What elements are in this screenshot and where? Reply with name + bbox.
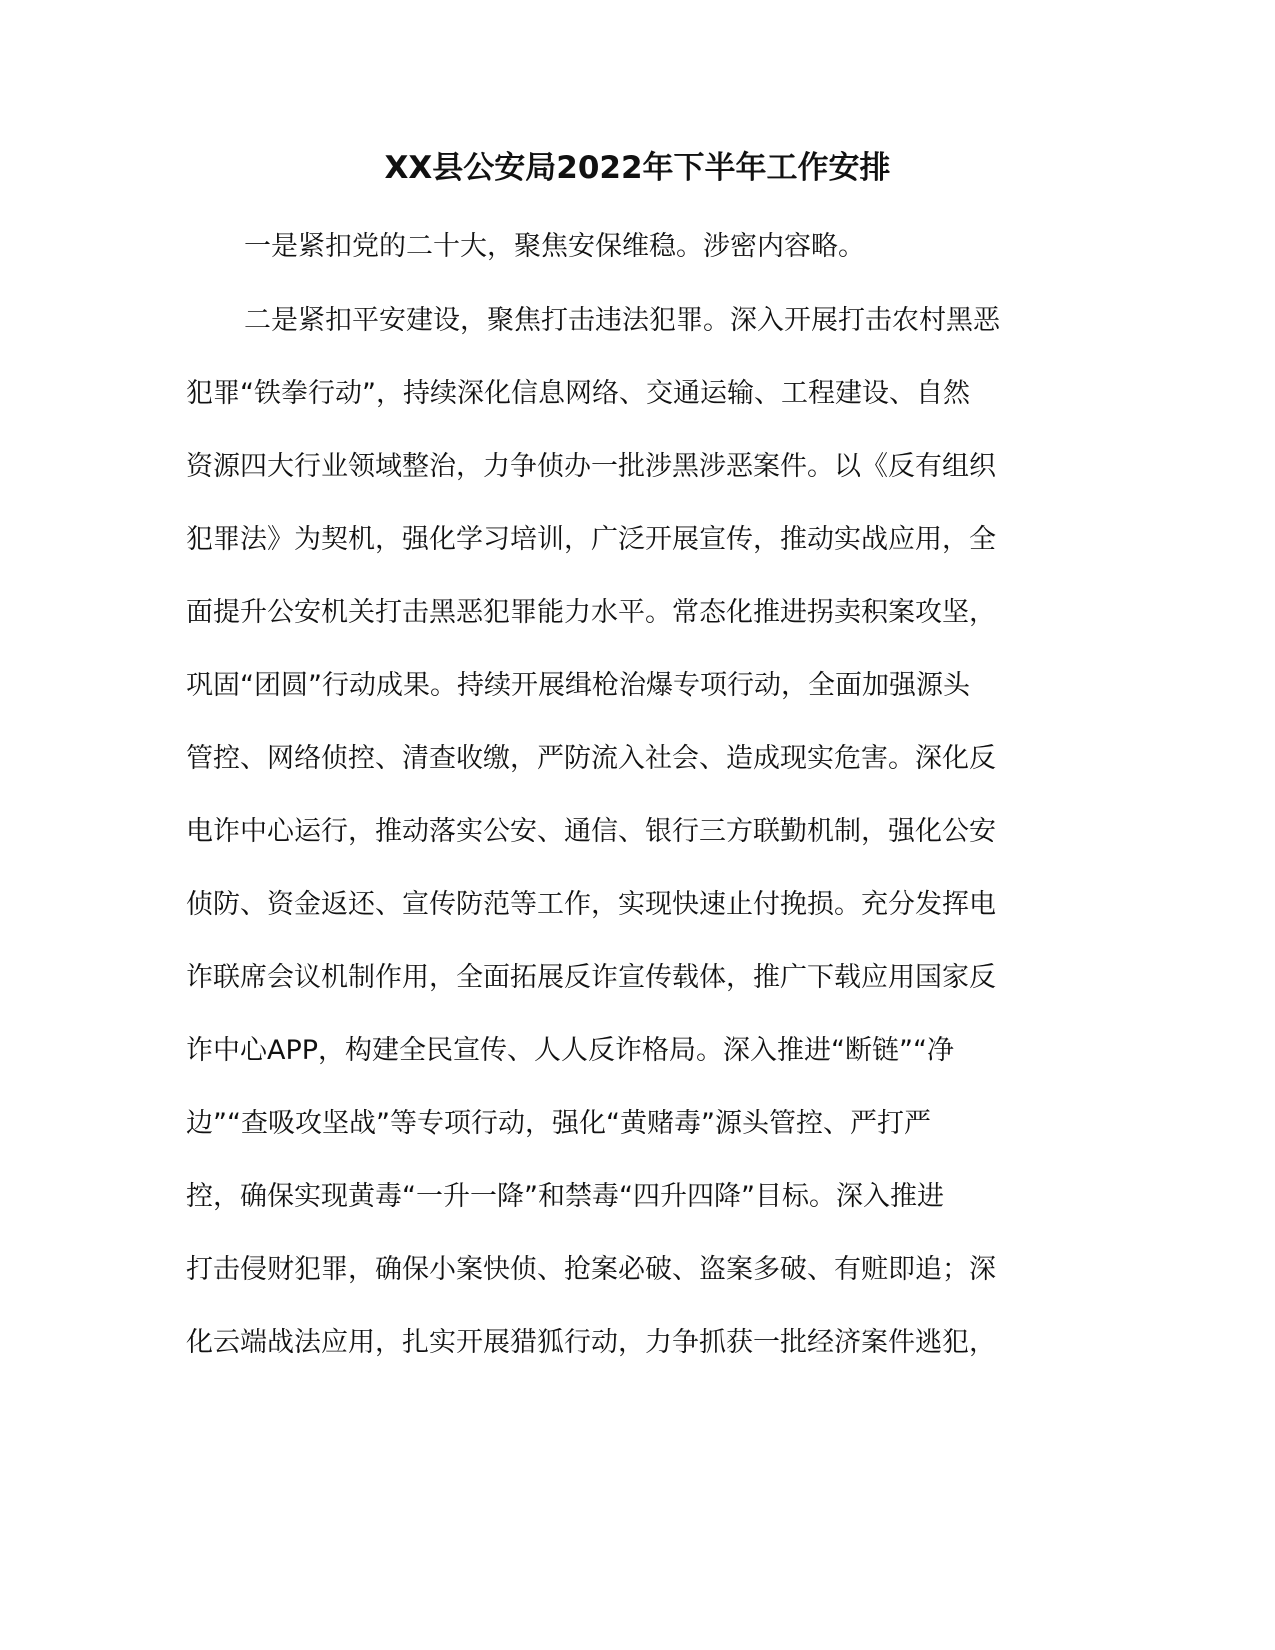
paragraph-1-line-1: 一是紧扣党的二十大，聚焦安保维稳。涉密内容略。: [244, 231, 865, 262]
paragraph-2-line-2: 犯罪“铁拳行动”，持续深化信息网络、交通运输、工程建设、自然: [186, 378, 970, 409]
paragraph-2-line-6: 巩固“团圆”行动成果。持续开展缉枪治爆专项行动，全面加强源头: [186, 670, 970, 701]
paragraph-2-line-1: 二是紧扣平安建设，聚焦打击违法犯罪。深入开展打击农村黑恶: [244, 305, 1000, 336]
paragraph-2-line-5: 面提升公安机关打击黑恶犯罪能力水平。常态化推进拐卖积案攻坚，: [186, 597, 996, 628]
paragraph-2-line-11: 诈中心APP，构建全民宣传、人人反诈格局。深入推进“断链”“净: [186, 1035, 954, 1066]
paragraph-2-line-3: 资源四大行业领域整治，力争侦办一批涉黑涉恶案件。以《反有组织: [186, 451, 996, 482]
paragraph-2-line-14: 打击侵财犯罪，确保小案快侦、抢案必破、盗案多破、有赃即追；深: [186, 1254, 996, 1285]
paragraph-2-line-7: 管控、网络侦控、清查收缴，严防流入社会、造成现实危害。深化反: [186, 743, 996, 774]
paragraph-2-line-13: 控，确保实现黄毒“一升一降”和禁毒“四升四降”目标。深入推进: [186, 1181, 944, 1212]
document-title: XX县公安局2022年下半年工作安排: [384, 150, 891, 186]
paragraph-2-line-15: 化云端战法应用，扎实开展猎狐行动，力争抓获一批经济案件逃犯，: [186, 1327, 996, 1358]
paragraph-2-line-10: 诈联席会议机制作用，全面拓展反诈宣传载体，推广下载应用国家反: [186, 962, 996, 993]
paragraph-2-line-12: 边”“查吸攻坚战”等专项行动，强化“黄赌毒”源头管控、严打严: [186, 1108, 931, 1139]
paragraph-2-line-4: 犯罪法》为契机，强化学习培训，广泛开展宣传，推动实战应用，全: [186, 524, 996, 555]
paragraph-2-line-9: 侦防、资金返还、宣传防范等工作，实现快速止付挽损。充分发挥电: [186, 889, 996, 920]
paragraph-2-line-8: 电诈中心运行，推动落实公安、通信、银行三方联勤机制，强化公安: [186, 816, 996, 847]
